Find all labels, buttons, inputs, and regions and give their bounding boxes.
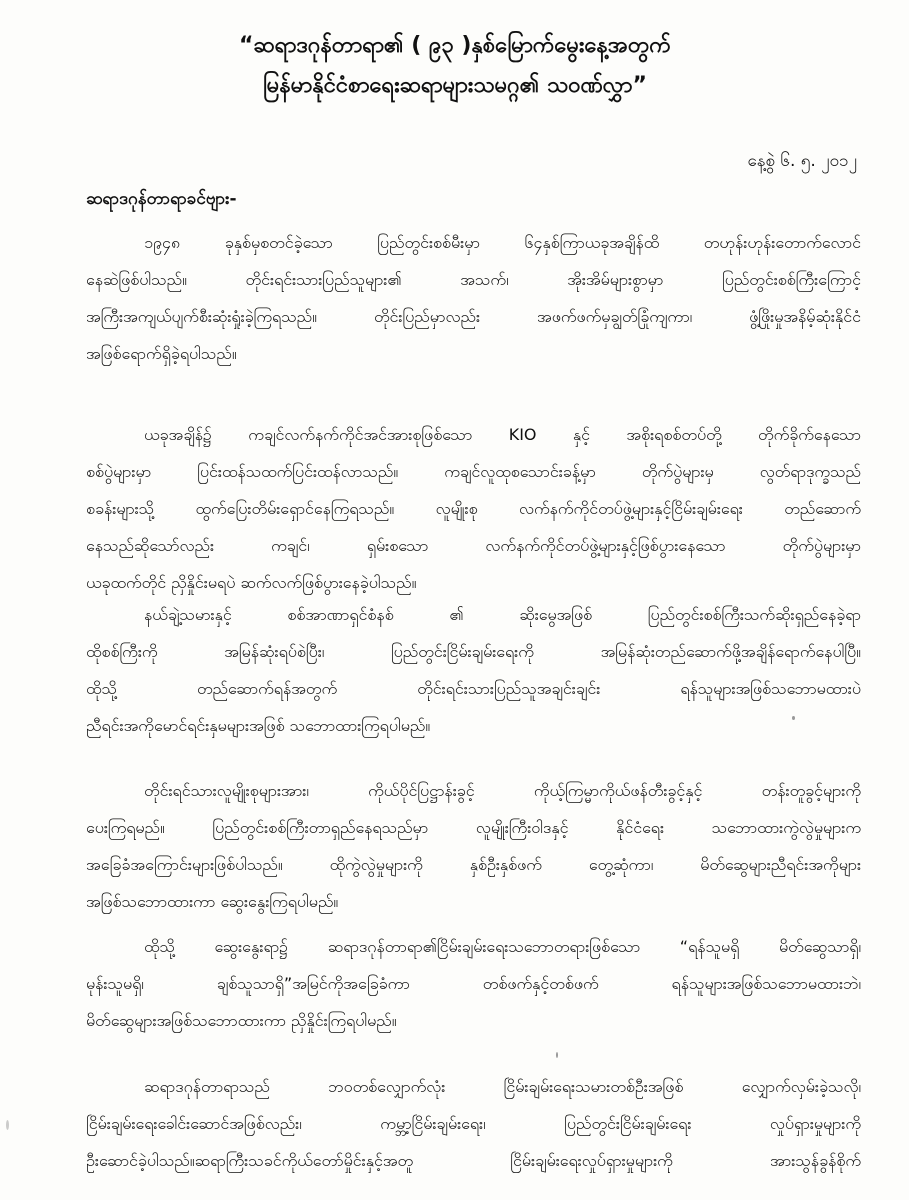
paragraph-line: မိတ်ဆွေများအဖြစ်သဘောထားကာ ညှိနှိုင်းကြရပါမည်။ <box>86 1011 397 1030</box>
paragraph-line: ငြိမ်းချမ်းရေးခေါင်းဆောင်အဖြစ်လည်း၊ ကမ္ဘာ့ငြိမ်းချမ်းရေး၊ ပြည်တွင်းငြိမ်းချမ်းရေး လှုပ်ရှားမှုများကို <box>86 1114 861 1133</box>
scan-speck <box>792 716 795 720</box>
paragraph-line: အကြီးအကျယ်ပျက်စီးဆုံးရှုံးခဲ့ကြရသည်။ တိုင်းပြည်မှာလည်း အဖက်ဖက်မှချွတ်ခြုံကျကာ၊ ဖွံ့ဖြိုးမှုအနိမ့်ဆုံးနိုင်ငံ <box>86 307 861 326</box>
paragraph-line: ပေးကြရမည်။ ပြည်တွင်းစစ်ကြီးတာရှည်နေရသည်မှာ လူမျိုးကြီးဝါဒနှင့် နိုင်ငံရေး သဘောထားကွဲလွဲမှုများက <box>86 818 861 837</box>
paragraph-line: ယခုအချိန်၌ ကချင်လက်နက်ကိုင်အင်အားစုဖြစ်သော KIO နှင့် အစိုးရစစ်တပ်တို့ တိုက်ခိုက်နေသော <box>144 425 861 444</box>
paragraph-line: ထိုစစ်ကြီးကို အမြန်ဆုံးရပ်စဲပြီး၊ ပြည်တွင်းငြိမ်းချမ်းရေးကို အမြန်ဆုံးတည်ဆောက်ဖို့အချိန်ရောက်နေပါပြီ။ <box>86 642 861 661</box>
paragraph-line: အဖြစ်သဘောထားကာ ဆွေးနွေးကြရပါမည်။ <box>86 892 339 911</box>
scan-speck <box>556 1052 558 1058</box>
letter-salutation: ဆရာဒဂုန်တာရာခင်ဗျား- <box>86 189 237 209</box>
paragraph-6 <box>86 1068 861 1179</box>
paragraph-3 <box>86 596 861 744</box>
paragraph-line: ထိုသို့ ဆွေးနွေးရာ၌ ဆရာဒဂုန်တာရာ၏ငြိမ်းချမ်းရေးသဘောတရားဖြစ်သော “ရန်သူမရှိ မိတ်ဆွေသာရှိ၊ <box>144 937 861 956</box>
paragraph-2 <box>86 416 861 601</box>
paragraph-line: မုန်းသူမရှိ၊ ချစ်သူသာရှိ”အမြင်ကိုအခြေခံကာ တစ်ဖက်နှင့်တစ်ဖက် ရန်သူများအဖြစ်သဘောမထားဘဲ၊ <box>86 974 861 993</box>
scan-speck <box>6 1120 9 1130</box>
letter-title-line-1: “ဆရာဒဂုန်တာရာ၏ ( ၉၃ )နှစ်မြောက်မွေးနေ့အတွက် <box>239 33 671 58</box>
paragraph-line: ညီရင်းအကိုမောင်ရင်းနှမများအဖြစ် သဘောထားကြရပါမည်။ <box>86 716 431 735</box>
paragraph-line: စခန်းများသို့ ထွက်ပြေးတိမ်းရှောင်နေကြရသည်။ လူမျိုးစု လက်နက်ကိုင်တပ်ဖွဲ့များနှင့်ငြိမ်းချမ်းရေး တည်ဆောက် <box>86 499 861 518</box>
letter-date: နေ့စွဲ ၆. ၅. ၂၀၁၂ <box>747 151 857 171</box>
paragraph-line: ဦးဆောင်ခဲ့ပါသည်။ဆရာကြီးသခင်ကိုယ်တော်မှိုင်းနှင့်အတူ ငြိမ်းချမ်းရေးလှုပ်ရှားမှုများကို အားသွန်ခွန်စိုက် <box>86 1151 861 1170</box>
paragraph-line: အဖြစ်ရောက်ရှိခဲ့ရပါသည်။ <box>86 344 237 363</box>
paragraph-1 <box>86 224 861 372</box>
paragraph-line: အခြေခံအကြောင်းများဖြစ်ပါသည်။ ထိုကွဲလွဲမှုများကို နှစ်ဦးနှစ်ဖက် တွေ့ဆုံကာ၊ မိတ်ဆွေများညီရင်းအကိုများ <box>86 855 861 874</box>
paragraph-4 <box>86 772 861 920</box>
paragraph-5 <box>86 928 861 1039</box>
paragraph-line: နေဆဲဖြစ်ပါသည်။ တိုင်းရင်းသားပြည်သူများ၏ အသက်၊ အိုးအိမ်များစွာမှာ ပြည်တွင်းစစ်ကြီးကြောင့် <box>86 270 861 289</box>
paragraph-line: နေသည်ဆိုသော်လည်း ကချင်၊ ရှမ်းစသော လက်နက်ကိုင်တပ်ဖွဲ့များနှင့်ဖြစ်ပွားနေသော တိုက်ပွဲများမှာ <box>86 536 861 555</box>
paragraph-line: ထိုသို့ တည်ဆောက်ရန်အတွက် တိုင်းရင်းသားပြည်သူအချင်းချင်း ရန်သူများအဖြစ်သဘောမထားပဲ <box>86 679 861 698</box>
paragraph-line: တိုင်းရင်သားလူမျိုးစုများအား၊ ကိုယ်ပိုင်ပြဋ္ဌာန်းခွင့် ကိုယ့်ကြမ္မာကိုယ်ဖန်တီးခွင့်နှင့် တန်းတူခွင့်များကို <box>144 781 861 800</box>
paragraph-line: ၁၉၄၈ ခုနှစ်မှစတင်ခဲ့သော ပြည်တွင်းစစ်မီးမှာ ၆၄နှစ်ကြာယခုအချိန်ထိ တဟုန်းဟုန်းတောက်လောင် <box>144 233 861 252</box>
paragraph-line: စစ်ပွဲများမှာ ပြင်းထန်သထက်ပြင်းထန်လာသည်။ ကချင်လူထုစသောင်းခန့်မှာ တိုက်ပွဲများမှ လွတ်ရာဒုက္ခသည် <box>86 462 861 481</box>
paragraph-line: နယ်ချဲ့သမားနှင့် စစ်အာဏာရှင်စံနစ် ၏ ဆိုးမွေအဖြစ် ပြည်တွင်းစစ်ကြီးသက်ဆိုးရှည်နေခဲ့ရာ <box>144 605 861 624</box>
paragraph-line: ယခုထက်တိုင် ညှိနှိုင်းမရပဲ ဆက်လက်ဖြစ်ပွားနေခဲ့ပါသည်။ <box>86 573 417 592</box>
letter-title-line-2: မြန်မာနိုင်ငံစာရေးဆရာများသမဂ္ဂ၏ သဝဏ်လွှာ” <box>263 73 647 98</box>
paragraph-line: ဆရာဒဂုန်တာရာသည် ဘဝတစ်လျှောက်လုံး ငြိမ်းချမ်းရေးသမားတစ်ဦးအဖြစ် လျှောက်လှမ်းခဲ့သလို၊ <box>144 1077 861 1096</box>
